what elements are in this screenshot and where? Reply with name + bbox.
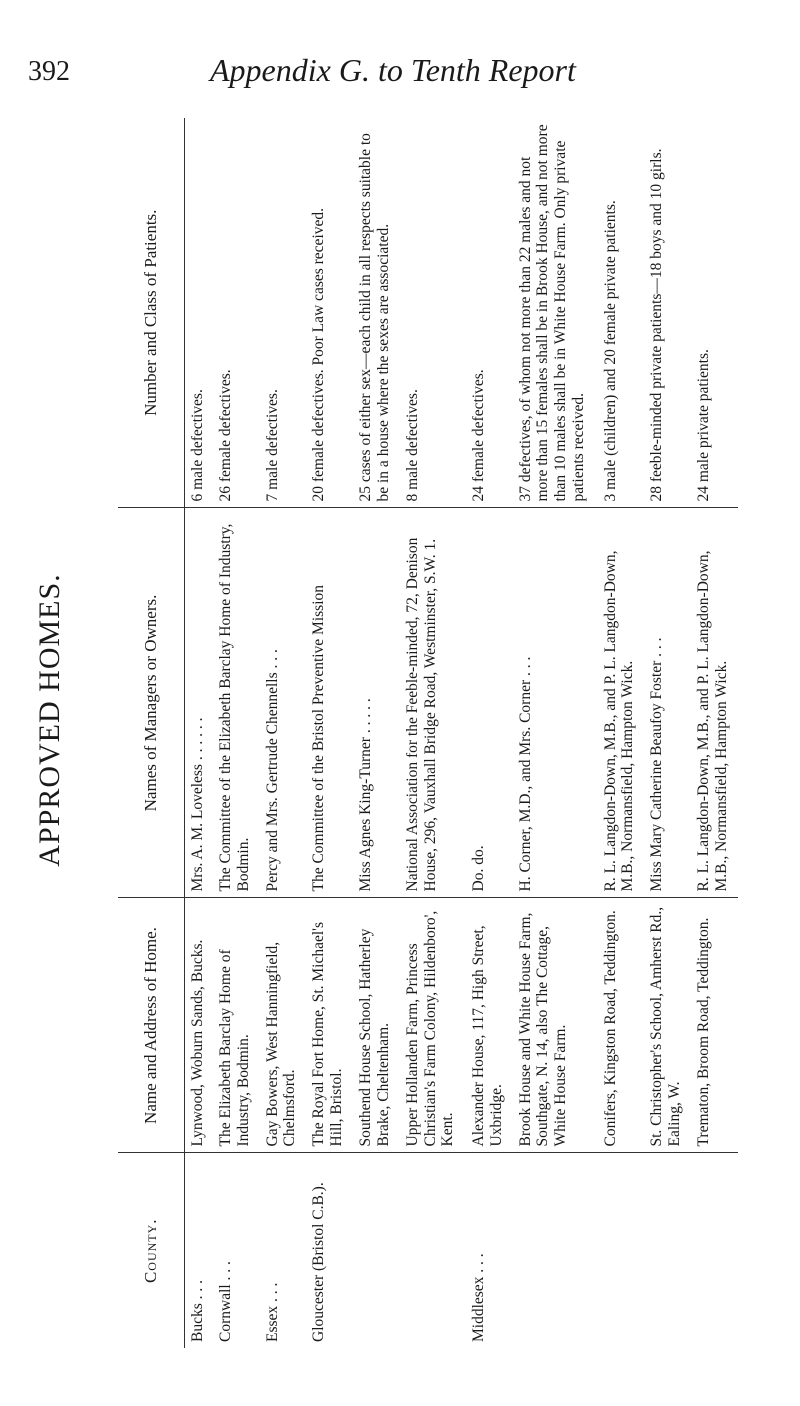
table-header-row: [118, 118, 185, 1348]
table-row: [260, 118, 307, 1348]
table-row: [306, 118, 353, 1348]
cell-county: Middlesex . . .: [469, 1253, 487, 1342]
cell-county: [400, 1153, 466, 1348]
cell-patients: 8 male defectives.: [400, 118, 466, 508]
cell-home: Brook House and White House Farm, Southgate, N. 14, also The Cottage, White House Farm.: [513, 898, 598, 1153]
table-row: [400, 118, 466, 1348]
table-row: [644, 118, 691, 1348]
cell-home: Gay Bowers, West Hanningfield, Chelmsford.: [260, 898, 307, 1153]
table-row: [466, 118, 513, 1348]
cell-county: Gloucester (Bristol C.B.).: [310, 1182, 328, 1342]
section-title: APPROVED HOMES.: [33, 573, 66, 867]
cell-home: The Royal Fort Home, St. Michael's Hill, Bristol.: [306, 898, 353, 1153]
cell-home: Conifers, Kingston Road, Teddington.: [598, 898, 645, 1153]
cell-managers: Do. do.: [466, 508, 513, 898]
approved-homes-table: [118, 118, 738, 1348]
cell-home: Southend House School, Hatherley Brake, Cheltenham.: [353, 898, 400, 1153]
cell-patients: 26 female defectives.: [213, 118, 260, 508]
cell-home: The Elizabeth Barclay Home of Industry, Bodmin.: [213, 898, 260, 1153]
table-row: [598, 118, 645, 1348]
cell-managers: H. Corner, M.D., and Mrs. Corner . . .: [513, 508, 598, 898]
cell-managers: R. L. Langdon-Down, M.B., and P. L. Langdon-Down, M.B., Normansfield, Hampton Wick.: [598, 508, 645, 898]
cell-home: St. Christopher's School, Amherst Rd., Ealing, W.: [644, 898, 691, 1153]
table-row: [513, 118, 598, 1348]
approved-homes-table-container: [118, 118, 738, 1348]
cell-managers: Miss Mary Catherine Beaufoy Foster . . .: [644, 508, 691, 898]
cell-county: [598, 1153, 645, 1348]
rotated-table-frame: [118, 118, 738, 1348]
cell-county: Cornwall . . .: [216, 1261, 234, 1342]
cell-managers: Mrs. A. M. Loveless . . . . . .: [185, 508, 213, 898]
header-patients: Number and Class of Patients.: [118, 118, 185, 508]
header-managers: Names of Managers or Owners.: [118, 508, 185, 898]
header-home: Name and Address of Home.: [118, 898, 185, 1153]
page-number: 392: [28, 56, 70, 87]
table-row: [213, 118, 260, 1348]
cell-county: [353, 1153, 400, 1348]
cell-patients: 25 cases of either sex—each child in all respects suitable to be in a house where the sexes are associated.: [353, 118, 400, 508]
cell-patients: 37 defectives, of whom not more than 22 males and not more than 15 females shall be in Brook House, and not more than 10 males shall be in White House Farm. Only private patients received.: [513, 118, 598, 508]
cell-managers: National Association for the Feeble-minded, 72, Denison House, 296, Vauxhall Bridge Road, Westminster, S.W. 1.: [400, 508, 466, 898]
header-county: County.: [118, 1153, 185, 1348]
cell-managers: Miss Agnes King-Turner . . . . .: [353, 508, 400, 898]
cell-patients: 24 female defectives.: [466, 118, 513, 508]
cell-county: [644, 1153, 691, 1348]
table-row: [691, 118, 738, 1348]
cell-county: Bucks . . .: [189, 1280, 206, 1342]
cell-home: Alexander House, 117, High Street, Uxbridge.: [466, 898, 513, 1153]
table-row: [353, 118, 400, 1348]
cell-county: [513, 1153, 598, 1348]
cell-patients: 6 male defectives.: [185, 118, 213, 508]
table-row: [185, 118, 213, 1348]
cell-managers: Percy and Mrs. Gertrude Chennells . . .: [260, 508, 307, 898]
cell-home: Upper Hollanden Farm, Princess Christian's Farm Colony, Hildenboro', Kent.: [400, 898, 466, 1153]
cell-county: [691, 1153, 738, 1348]
running-head: Appendix G. to Tenth Report: [210, 52, 576, 88]
cell-managers: The Committee of the Elizabeth Barclay Home of Industry, Bodmin.: [213, 508, 260, 898]
cell-home: Lynwood, Woburn Sands, Bucks.: [185, 898, 213, 1153]
cell-home: Trematon, Broom Road, Teddington.: [691, 898, 738, 1153]
cell-patients: 7 male defectives.: [260, 118, 307, 508]
cell-patients: 20 female defectives. Poor Law cases received.: [306, 118, 353, 508]
cell-patients: 28 feeble-minded private patients—18 boys and 10 girls.: [644, 118, 691, 508]
cell-managers: R. L. Langdon-Down, M.B., and P. L. Langdon-Down, M.B., Normansfield, Hampton Wick.: [691, 508, 738, 898]
cell-county: Essex . . .: [263, 1282, 281, 1342]
cell-managers: The Committee of the Bristol Preventive Mission: [306, 508, 353, 898]
cell-patients: 24 male private patients.: [691, 118, 738, 508]
cell-patients: 3 male (children) and 20 female private patients.: [598, 118, 645, 508]
